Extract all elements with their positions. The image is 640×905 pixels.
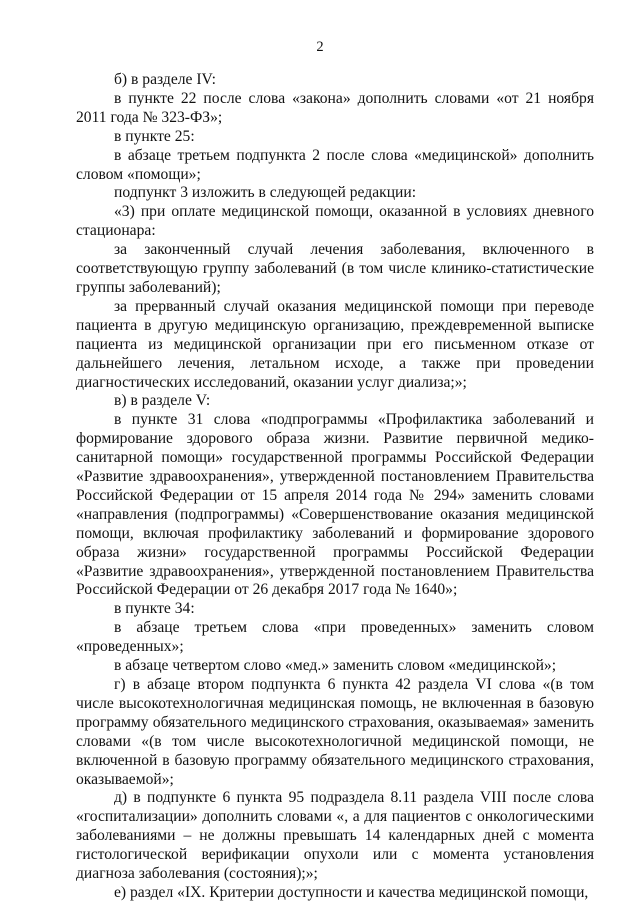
paragraph-completed-case: за законченный случай лечения заболевания, включенного в соответствующую группу заболеваний (в том числе клинико-статистические группы заболеваний);: [76, 241, 594, 296]
document-body: [76, 71, 594, 903]
page-number: 2: [316, 39, 324, 55]
paragraph-subpoint-3-text: «3) при оплате медицинской помощи, оказанной в условиях дневного стационара:: [76, 203, 594, 240]
paragraph-subpoint-3-intro: подпункт 3 изложить в следующей редакции:: [114, 184, 417, 202]
paragraph-fourth-abzac: в абзаце четвертом слово «мед.» заменить словом «медицинской»;: [114, 657, 557, 675]
paragraph-section-iv: б) в разделе IV:: [114, 71, 216, 88]
paragraph-interrupted-case: за прерванный случай оказания медицинской помощи при переводе пациента в другую медицинскую организацию, преждевременной выписке пациента из медицинской организации при его письменном отказе от дальнейшего лечения, летальном исходе, а также при проведении диагностических исследований, оказании услуг диализа;»;: [76, 297, 594, 391]
paragraph-third-abzac: в абзаце третьем слова «при проведенных» заменить словом «проведенных»;: [76, 619, 594, 656]
paragraph-section-viii: д) в подпункте 6 пункта 95 подраздела 8.11 раздела VIII после слова «госпитализации» дополнить словами «, а для пациентов с онкологическими заболеваниями – не должны превышать 14 календарных дней с момента гистологической верификации опухоли или с момента установления диагноза заболевания (состояния);»;: [76, 789, 594, 883]
paragraph-point-31: в пункте 31 слова «подпрограммы «Профилактика заболеваний и формирование здорового образа жизни. Развитие первичной медико-санитарной помощи» государственной программы Российской Федерации «Развитие здравоохранения», утвержденной постановлением Правительства Российской Федерации от 15 апреля 2014 года № 294» заменить словами «направления (подпрограммы) «Совершенствование оказания медицинской помощи, включая профилактику заболеваний и формирование здорового образа жизни» государственной программы Российской Федерации «Развитие здравоохранения», утвержденной постановлением Правительства Российской Федерации от 26 декабря 2017 года № 1640»;: [76, 411, 594, 599]
paragraph-point-34: в пункте 34:: [114, 600, 195, 618]
paragraph-point-25: в пункте 25:: [114, 127, 195, 145]
paragraph-section-ix: е) раздел «IX. Критерии доступности и качества медицинской помощи,: [114, 883, 589, 901]
paragraph-section-v: в) в разделе V:: [114, 392, 211, 410]
paragraph-section-vi: г) в абзаце втором подпункта 6 пункта 42 раздела VI слова «(в том числе высокотехнологичная медицинская помощь, не включенная в базовую программу обязательного медицинского страхования, оказываемая» заменить словами «(в том числе высокотехнологичной медицинской помощи, не включенной в базовую программу обязательного медицинского страхования, оказываемой»;: [76, 676, 594, 788]
paragraph-subpoint-2: в абзаце третьем подпункта 2 после слова «медицинской» дополнить словом «помощи»;: [76, 146, 594, 183]
paragraph-point-22: в пункте 22 после слова «закона» дополнить словами «от 21 ноября 2011 года № 323-ФЗ»;: [76, 89, 594, 126]
